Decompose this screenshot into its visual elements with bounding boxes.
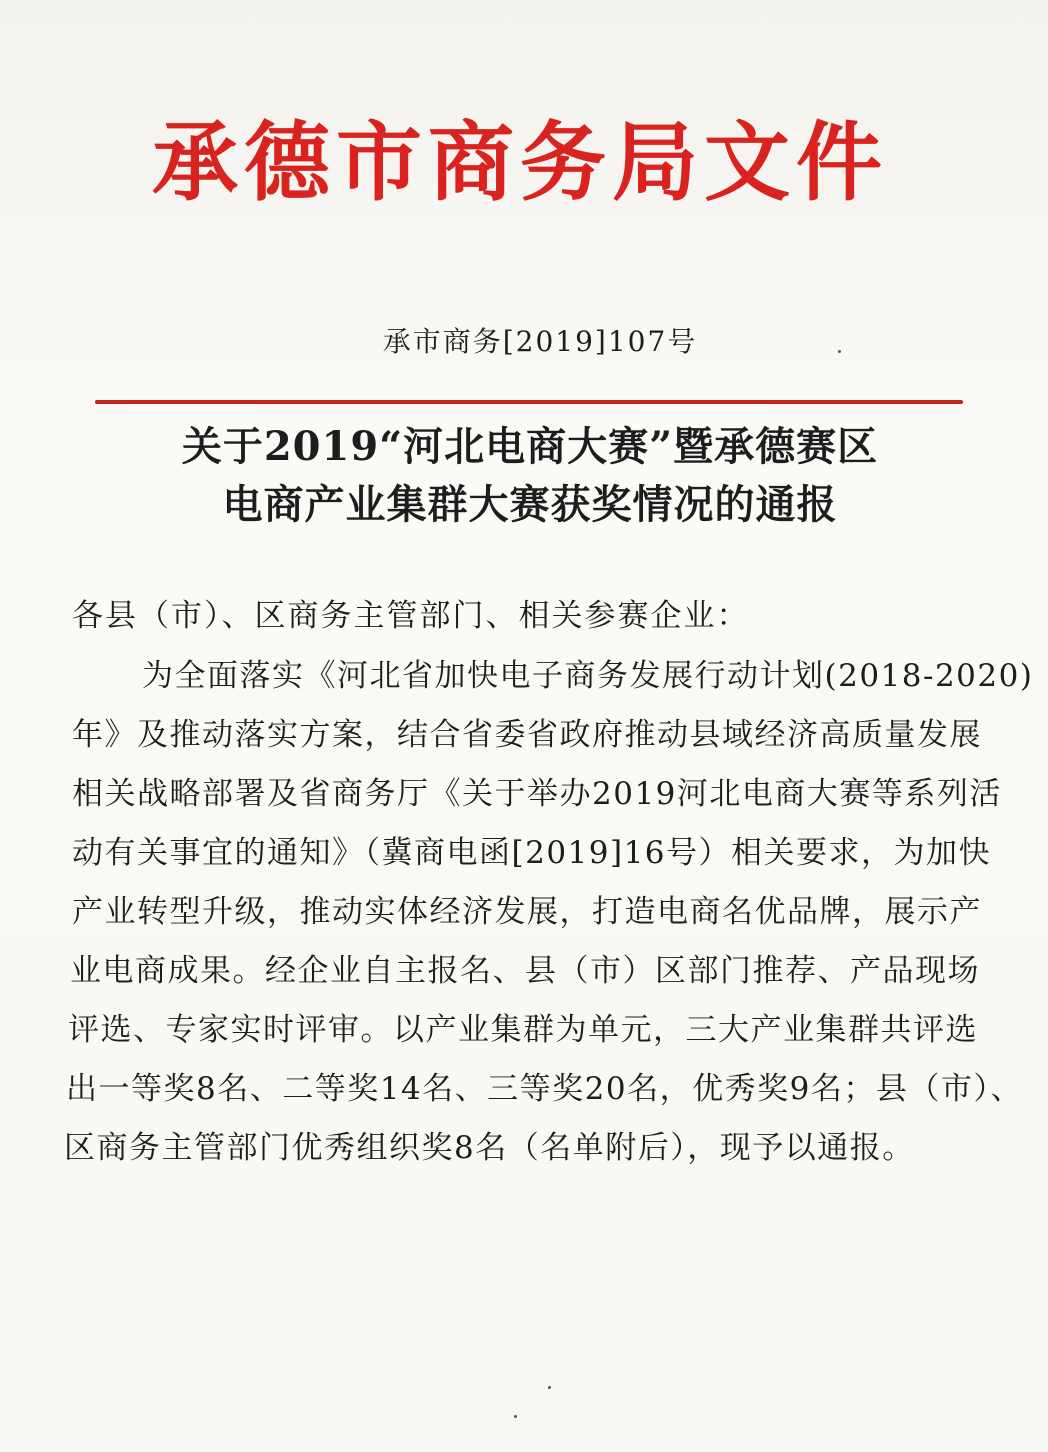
body-line-5: 产业转型升级，推动实体经济发展，打造电商名优品牌，展示产 [72, 894, 982, 930]
notice-title-line-2: 电商产业集群大赛获奖情况的通报 [222, 481, 838, 528]
body-line-1: 为全面落实《河北省加快电子商务发展行动计划(2018-2020) [142, 658, 1034, 694]
body-line-9: 区商务主管部门优秀组织奖8名（名单附后），现予以通报。 [64, 1130, 915, 1166]
body-line-8: 出一等奖8名、二等奖14名、三等奖20名，优秀奖9名；县（市）、 [66, 1071, 1023, 1107]
body-line-4: 动有关事宜的通知》（冀商电函[2019]16号）相关要求，为加快 [72, 835, 992, 871]
red-divider-line [95, 400, 963, 404]
document-header-title: 承德市商务局文件 [152, 112, 888, 213]
body-line-3: 相关战略部署及省商务厅《关于举办2019河北电商大赛等系列活 [72, 776, 1002, 812]
notice-title-line-1: 关于2019“河北电商大赛”暨承德赛区 [181, 423, 879, 470]
notice-title [100, 418, 960, 534]
body-line-6: 业电商成果。经企业自主报名、县（市）区部门推荐、产品现场 [70, 953, 980, 989]
body-line-7: 评选、专家实时评审。以产业集群为单元，三大产业集群共评选 [68, 1012, 978, 1048]
body-line-2: 年》及推动落实方案，结合省委省政府推动县域经济高质量发展 [72, 717, 982, 753]
scan-speck [838, 350, 841, 353]
scan-speck [548, 1386, 551, 1389]
salutation: 各县（市）、区商务主管部门、相关参赛企业： [72, 598, 750, 634]
scan-speck [514, 1415, 517, 1418]
document-number: 承市商务[2019]107号 [382, 325, 698, 358]
